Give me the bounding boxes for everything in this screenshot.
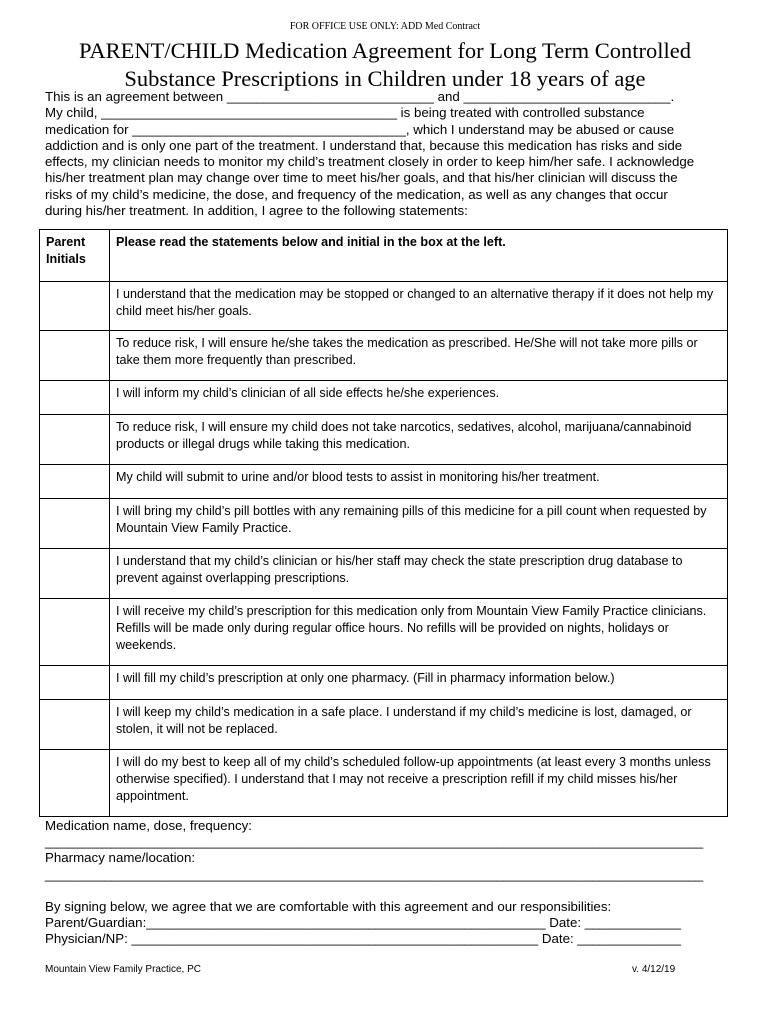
initials-box[interactable] <box>40 549 110 599</box>
initials-box[interactable] <box>40 666 110 700</box>
initials-box[interactable] <box>40 415 110 465</box>
intro-line: risks of my child’s medicine, the dose, and frequency of the medication, as well as any changes that occur <box>45 186 668 202</box>
statement-text: My child will submit to urine and/or blood tests to assist in monitoring his/her treatment. <box>110 465 728 499</box>
statements-table <box>39 229 728 817</box>
table-row <box>40 666 728 700</box>
statement-text: I will fill my child’s prescription at only one pharmacy. (Fill in pharmacy information below.) <box>110 666 728 700</box>
statement-text: I will receive my child’s prescription for this medication only from Mountain View Family Practice clinicians. Refills will be made only during regular office hours. No refills will be provided on nights, holidays or weekends. <box>110 599 728 666</box>
document-title <box>40 37 730 93</box>
statement-text: I will keep my child’s medication in a safe place. I understand if my child’s medicine is lost, damaged, or stolen, it will not be replaced. <box>110 700 728 750</box>
intro-line: during his/her treatment. In addition, I agree to the following statements: <box>45 203 468 219</box>
pharmacy-label: Pharmacy name/location: <box>45 850 196 865</box>
table-row <box>40 381 728 415</box>
intro-line: This is an agreement between ____________________________ and ____________________________. <box>45 89 675 104</box>
initials-box[interactable] <box>40 750 110 817</box>
physician-signature-line[interactable]: Physician/NP: _______________________________________________________ Date: ______________ <box>45 931 681 946</box>
statement-text: I understand that the medication may be stopped or changed to an alternative therapy if it does not help my child meet his/her goals. <box>110 282 728 331</box>
parent-signature-line[interactable]: Parent/Guardian:______________________________________________________ Date: _____________ <box>45 915 681 930</box>
statement-text: I understand that my child’s clinician or his/her staff may check the state prescription drug database to prevent against overlapping prescriptions. <box>110 549 728 599</box>
statement-text: I will bring my child’s pill bottles with any remaining pills of this medicine for a pill count when requested by Mountain View Family Practice. <box>110 499 728 549</box>
pharmacy-field-line[interactable]: _________________________________________________________________________________________ <box>45 867 704 882</box>
table-row <box>40 499 728 549</box>
table-row <box>40 465 728 499</box>
initials-box[interactable] <box>40 381 110 415</box>
office-use-note: FOR OFFICE USE ONLY: ADD Med Contract <box>289 21 481 32</box>
statement-text: To reduce risk, I will ensure he/she takes the medication as prescribed. He/She will not take more pills or take them more frequently than prescribed. <box>110 331 728 381</box>
intro-line: addiction and is only one part of the treatment. I understand that, because this medication has risks and side <box>45 137 683 153</box>
intro-line: effects, my clinician needs to monitor my child’s treatment closely in order to keep him/her safe. I acknowledge <box>45 154 695 170</box>
statement-text: I will inform my child’s clinician of all side effects he/she experiences. <box>110 381 728 415</box>
table-row <box>40 549 728 599</box>
footer-practice-name: Mountain View Family Practice, PC <box>45 964 201 975</box>
intro-line: medication for _____________________________________, which I understand may be abused or cause <box>45 121 675 137</box>
intro-line: his/her treatment plan may change over time to meet his/her goals, and that his/her clinician will discuss the <box>45 170 678 186</box>
initials-box[interactable] <box>40 465 110 499</box>
table-row <box>40 750 728 817</box>
table-row <box>40 700 728 750</box>
table-row <box>40 599 728 666</box>
initials-box[interactable] <box>40 499 110 549</box>
statement-text: To reduce risk, I will ensure my child does not take narcotics, sedatives, alcohol, marijuana/cannabinoid products or illegal drugs while taking this medication. <box>110 415 728 465</box>
header-parent-initials: Parent Initials <box>40 230 110 282</box>
intro-line: My child, ________________________________________ is being treated with controlled substance <box>45 105 645 121</box>
initials-box[interactable] <box>40 700 110 750</box>
table-header-row <box>40 230 728 282</box>
medication-field-line[interactable]: _________________________________________________________________________________________ <box>45 834 704 849</box>
footer-version: v. 4/12/19 <box>632 964 676 975</box>
initials-box[interactable] <box>40 599 110 666</box>
header-instruction: Please read the statements below and initial in the box at the left. <box>110 230 728 282</box>
table-row <box>40 415 728 465</box>
signing-statement: By signing below, we agree that we are comfortable with this agreement and our responsibilities: <box>45 899 612 914</box>
statement-text: I will do my best to keep all of my child’s scheduled follow-up appointments (at least every 3 months unless otherwise specified). I understand that I may not receive a prescription refill if my child misses his/her appointment. <box>110 750 728 817</box>
initials-box[interactable] <box>40 282 110 331</box>
medication-label: Medication name, dose, frequency: <box>45 818 252 833</box>
title-line-2: Substance Prescriptions in Children under 18 years of age <box>124 66 646 91</box>
table-row <box>40 282 728 331</box>
initials-box[interactable] <box>40 331 110 381</box>
intro-paragraph <box>45 89 735 219</box>
table-row <box>40 331 728 381</box>
title-line-1: PARENT/CHILD Medication Agreement for Long Term Controlled <box>78 38 692 63</box>
